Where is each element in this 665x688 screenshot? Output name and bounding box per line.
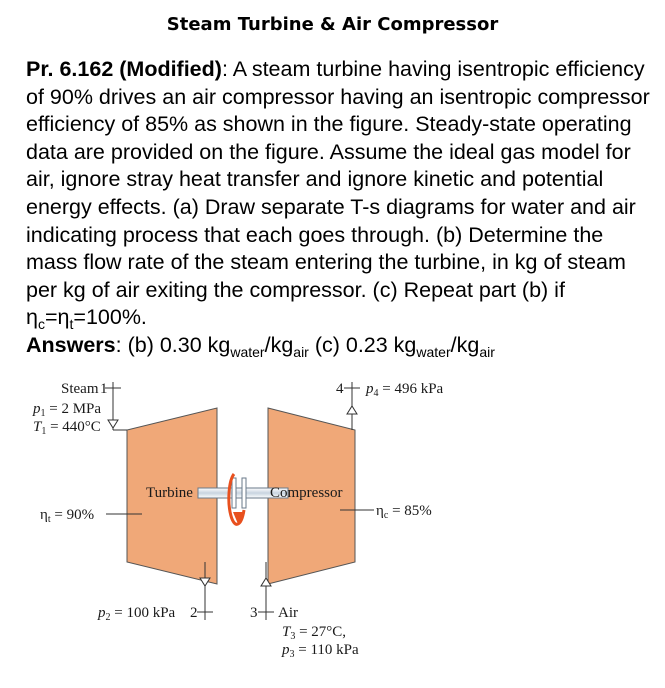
state-2-number: 2 (190, 605, 198, 621)
eta-t-symbol: η (57, 305, 70, 330)
turbine-compressor-figure (0, 360, 665, 688)
answer-c-air-sub: air (479, 343, 495, 360)
eta-c-symbol: η (26, 305, 38, 330)
steam-label: Steam (61, 381, 99, 397)
answer-c: (c) 0.23 kg (308, 332, 417, 357)
air-outlet-arrow-icon (347, 406, 357, 414)
answer-b-air-sub: air (293, 343, 309, 360)
problem-body: A steam turbine having isentropic efficiency of 90% drives an air compressor having an isentropic compressor efficiency of 85% as shown in the figure. Steady-state operating data are provided on the figure. Assume the ideal gas model for air, ignore stray heat transfer and ignore kinetic and potential energy effects. (a) Draw separate T-s diagrams for water and air indicating process that each goes through. (b) Determine the mass flow rate of the steam entering the turbine, in kg of steam per kg of air exiting the compressor. (c) Repeat part (b) if (26, 57, 650, 302)
problem-ref: Pr. 6.162 (Modified) (26, 57, 222, 81)
compressor-efficiency: $\eta_c = 85\%$ (376, 503, 432, 521)
answer-c-water-sub: water (416, 343, 451, 360)
state-1-pressure: $p_1 = 2$ MPa (33, 401, 102, 419)
state-4-pressure: $p_4 = 496$ kPa (366, 381, 444, 399)
answer-b: (b) 0.30 kg (127, 332, 231, 357)
ref-colon: : (221, 57, 233, 81)
answers-colon: : (115, 332, 128, 357)
problem-statement (26, 56, 656, 360)
air-label: Air (278, 605, 298, 621)
equals-sign: = (44, 305, 58, 330)
state-4-number: 4 (336, 381, 344, 397)
state-3-number: 3 (250, 605, 258, 621)
compressor-label: Compressor (270, 485, 343, 501)
answer-c-per-kg: /kg (450, 332, 480, 357)
state-2-pressure: $p_2 = 100$ kPa (98, 605, 176, 623)
state-1-number: 1 (100, 381, 108, 397)
state-1-temperature: $T_1 = 440^\circ C$ (33, 419, 101, 437)
turbine-label: Turbine (146, 485, 193, 501)
eta-c-subscript: c (37, 316, 45, 333)
eta-t-subscript: t (69, 316, 74, 333)
state-3-pressure: $p_3 = 110$ kPa (282, 642, 359, 660)
state-3-temperature: $T_3 = 27^\circ C$, (282, 624, 347, 642)
inlet-arrow-icon (108, 420, 118, 428)
answers-label: Answers (26, 332, 116, 357)
answer-b-per-kg: /kg (264, 332, 294, 357)
slide-title: Steam Turbine & Air Compressor (166, 14, 499, 35)
efficiency-value: =100%. (73, 305, 147, 330)
turbine-efficiency: $\eta_t = 90\%$ (40, 507, 95, 525)
shaft-coupling (232, 478, 236, 508)
answer-b-water-sub: water (230, 343, 265, 360)
